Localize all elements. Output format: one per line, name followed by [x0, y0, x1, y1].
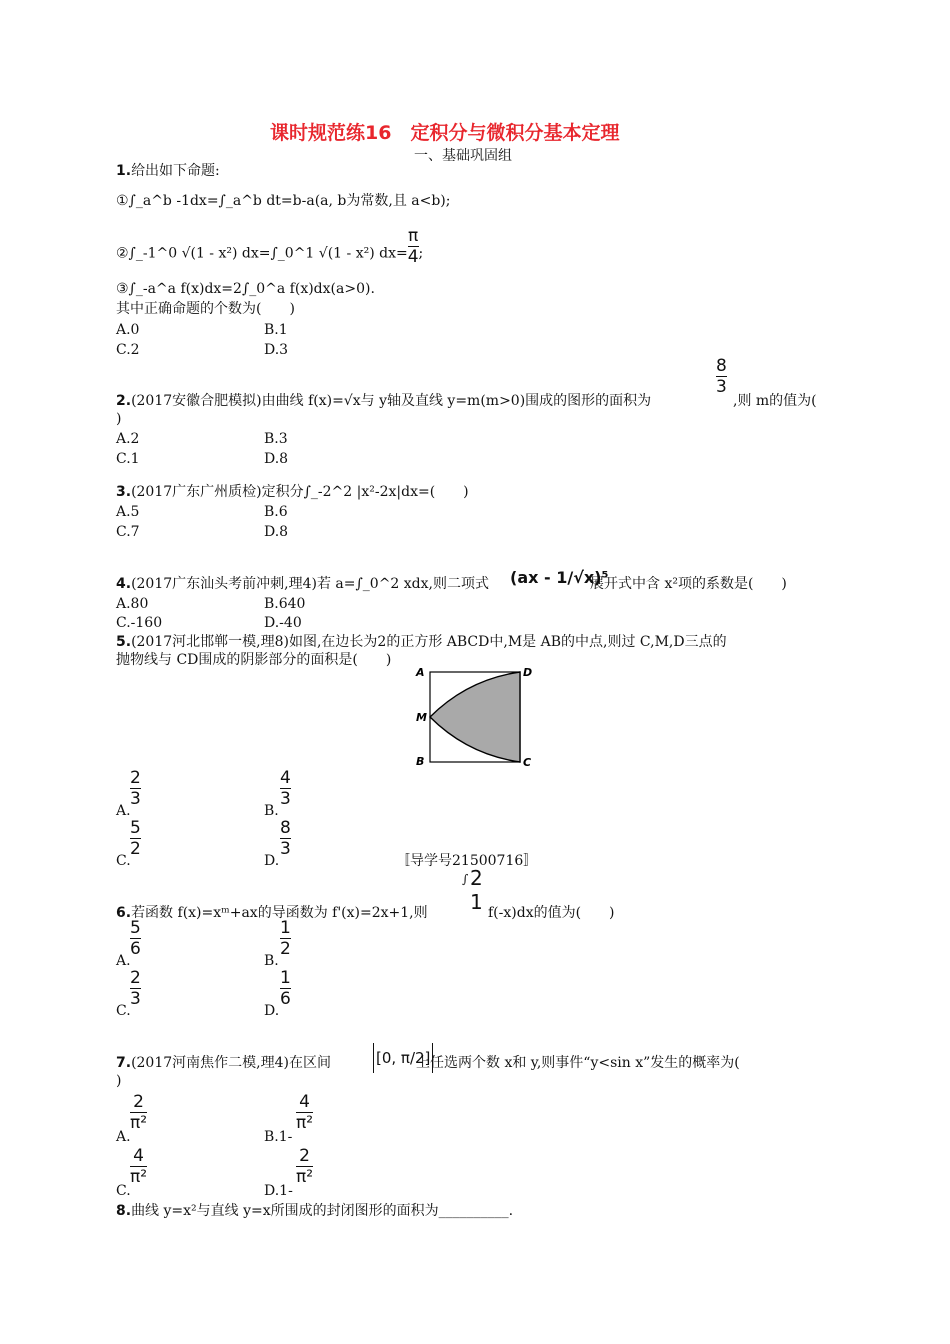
fraction-denominator: π²: [296, 1113, 314, 1133]
q1-prop-2-end: ;: [418, 245, 424, 262]
vertex-c-label: C: [523, 756, 532, 769]
option-label: C.: [116, 853, 131, 869]
q5-number: 5.: [116, 634, 132, 650]
option-label: D.1-: [264, 1183, 293, 1199]
vertex-a-label: A: [416, 666, 425, 679]
section-heading: 一、基础巩固组: [414, 148, 512, 164]
option-label: C.: [116, 1183, 131, 1199]
q2-text: (2017安徽合肥模拟)由曲线 f(x)=√x与 y轴及直线 y=m(m>0)围成的图形的面积为: [131, 393, 652, 409]
option-label: B.1-: [264, 1129, 293, 1145]
option-label: A.: [116, 803, 131, 819]
q6-option-d-fraction: [280, 968, 291, 1009]
fraction-numerator: π: [408, 226, 419, 246]
fraction-numerator: 1: [280, 968, 291, 988]
q2-text-end: ,则 m的值为(: [733, 393, 817, 409]
fraction-denominator: 3: [130, 789, 141, 809]
q7-option-a-fraction: [130, 1092, 147, 1133]
q8-text: 曲线 y=x²与直线 y=x所围成的封闭图形的面积为: [131, 1203, 439, 1219]
q5-option-a-fraction: [130, 768, 141, 809]
q4-binomial: (ax - 1/√x)⁵: [510, 568, 609, 587]
q1-prop-2: ②∫_-1^0 √(1 - x²) dx=∫_0^1 √(1 - x²) dx=: [116, 245, 408, 262]
fraction-denominator: 4: [407, 247, 419, 267]
q4-text-end: 展开式中含 x²项的系数是( ): [590, 576, 787, 592]
q2-text-close: ): [116, 411, 122, 427]
option-label: D.: [264, 853, 280, 869]
fraction-denominator: π²: [130, 1113, 148, 1133]
q2-option-a: A.2: [116, 431, 140, 447]
q7-number: 7.: [116, 1055, 132, 1071]
shaded-region: [430, 672, 520, 762]
q7-text: (2017河南焦作二模,理4)在区间: [131, 1055, 331, 1071]
q7-text-end: 上任选两个数 x和 y,则事件“y<sin x”发生的概率为(: [416, 1055, 740, 1071]
q7-option-c-fraction: [130, 1146, 147, 1187]
q3-option-b: B.6: [264, 504, 288, 520]
point-m-label: M: [416, 711, 427, 724]
option-label: B.: [264, 803, 279, 819]
q5-line-2: 抛物线与 CD围成的阴影部分的面积是( ): [116, 652, 392, 668]
q3-option-c: C.7: [116, 524, 140, 540]
q5-line-1: (2017河北邯郸一模,理8)如图,在边长为2的正方形 ABCD中,M是 AB的中点,则过 C,M,D三点的: [131, 634, 727, 650]
fraction-numerator: 5: [130, 918, 141, 938]
q5-reference: 〚导学号21500716〛: [396, 853, 538, 869]
integral-sign: ∫: [462, 872, 469, 886]
q1-number: 1.: [116, 163, 132, 179]
fraction-numerator: 2: [133, 1092, 144, 1112]
q1-stem: 给出如下命题:: [131, 163, 220, 179]
fraction-denominator: π²: [296, 1167, 314, 1187]
fraction-denominator: 2: [280, 939, 291, 959]
fraction-numerator: 2: [299, 1146, 310, 1166]
q1-option-c: C.2: [116, 342, 140, 358]
q3-option-d: D.8: [264, 524, 289, 540]
q2-number: 2.: [116, 393, 132, 409]
integral-lower-limit: 1: [470, 890, 483, 914]
q2-option-b: B.3: [264, 431, 288, 447]
q1-question: 其中正确命题的个数为( ): [116, 301, 295, 317]
fraction-numerator: 5: [130, 818, 141, 838]
fraction-denominator: 3: [716, 377, 727, 397]
fraction-numerator: 2: [130, 968, 141, 988]
q4-number: 4.: [116, 576, 132, 592]
q6-option-b-fraction: [280, 918, 291, 959]
q6-number: 6.: [116, 905, 132, 921]
q3-option-a: A.5: [116, 504, 140, 520]
q5-option-c-fraction: [130, 818, 141, 859]
integral-upper-limit: 2: [470, 866, 483, 890]
page-title: 课时规范练16 定积分与微积分基本定理: [270, 122, 620, 144]
q2-option-d: D.8: [264, 451, 289, 467]
q3-text: (2017广东广州质检)定积分∫_-2^2 |x²-2x|dx=( ): [131, 484, 469, 500]
option-label: D.: [264, 1003, 280, 1019]
q6-integral: [462, 868, 486, 912]
q5-figure: [410, 664, 540, 772]
q7-interval: [0, π/2]: [373, 1043, 433, 1073]
q4-option-b: B.640: [264, 596, 306, 612]
q5-option-d-fraction: [280, 818, 291, 859]
q3-number: 3.: [116, 484, 132, 500]
q7-option-d-fraction: [296, 1146, 313, 1187]
fraction-denominator: 6: [280, 989, 291, 1009]
option-label: C.: [116, 1003, 131, 1019]
option-label: B.: [264, 953, 279, 969]
fraction-numerator: 4: [280, 768, 291, 788]
q4-option-d: D.-40: [264, 615, 302, 631]
q4-option-a: A.80: [116, 596, 149, 612]
fraction-numerator: 4: [299, 1092, 310, 1112]
q5-option-b-fraction: [280, 768, 291, 809]
fraction-denominator: 2: [130, 839, 141, 859]
q2-fraction: [716, 356, 727, 397]
fraction-denominator: π²: [130, 1167, 148, 1187]
q7-text-close: ): [116, 1073, 122, 1089]
q1-option-b: B.1: [264, 322, 288, 338]
q6-option-c-fraction: [130, 968, 141, 1009]
q8-number: 8.: [116, 1203, 132, 1219]
fraction-denominator: 6: [130, 939, 141, 959]
fraction-numerator: 8: [716, 356, 727, 376]
fraction-denominator: 3: [280, 839, 291, 859]
q2-option-c: C.1: [116, 451, 140, 467]
q4-text: (2017广东汕头考前冲刺,理4)若 a=∫_0^2 xdx,则二项式: [131, 576, 489, 592]
fraction-numerator: 1: [280, 918, 291, 938]
option-label: A.: [116, 1129, 131, 1145]
q1-prop-1: ①∫_a^b -1dx=∫_a^b dt=b-a(a, b为常数,且 a<b);: [116, 193, 451, 209]
vertex-d-label: D: [523, 666, 533, 679]
q6-text: 若函数 f(x)=xᵐ+ax的导函数为 f'(x)=2x+1,则: [131, 905, 428, 921]
q8-end: .: [508, 1203, 514, 1219]
q1-prop-2-fraction: [408, 226, 419, 267]
q1-prop-3: ③∫_-a^a f(x)dx=2∫_0^a f(x)dx(a>0).: [116, 281, 375, 297]
q6-option-a-fraction: [130, 918, 141, 959]
vertex-b-label: B: [416, 755, 425, 768]
q1-option-d: D.3: [264, 342, 289, 358]
fraction-denominator: 3: [280, 789, 291, 809]
q1-option-a: A.0: [116, 322, 140, 338]
q8-answer-blank[interactable]: __________: [438, 1203, 509, 1219]
fraction-denominator: 3: [130, 989, 141, 1009]
fraction-numerator: 2: [130, 768, 141, 788]
option-label: A.: [116, 953, 131, 969]
q7-option-b-fraction: [296, 1092, 313, 1133]
q4-option-c: C.-160: [116, 615, 163, 631]
fraction-numerator: 8: [280, 818, 291, 838]
fraction-numerator: 4: [133, 1146, 144, 1166]
q6-text-end: f(-x)dx的值为( ): [488, 905, 615, 921]
